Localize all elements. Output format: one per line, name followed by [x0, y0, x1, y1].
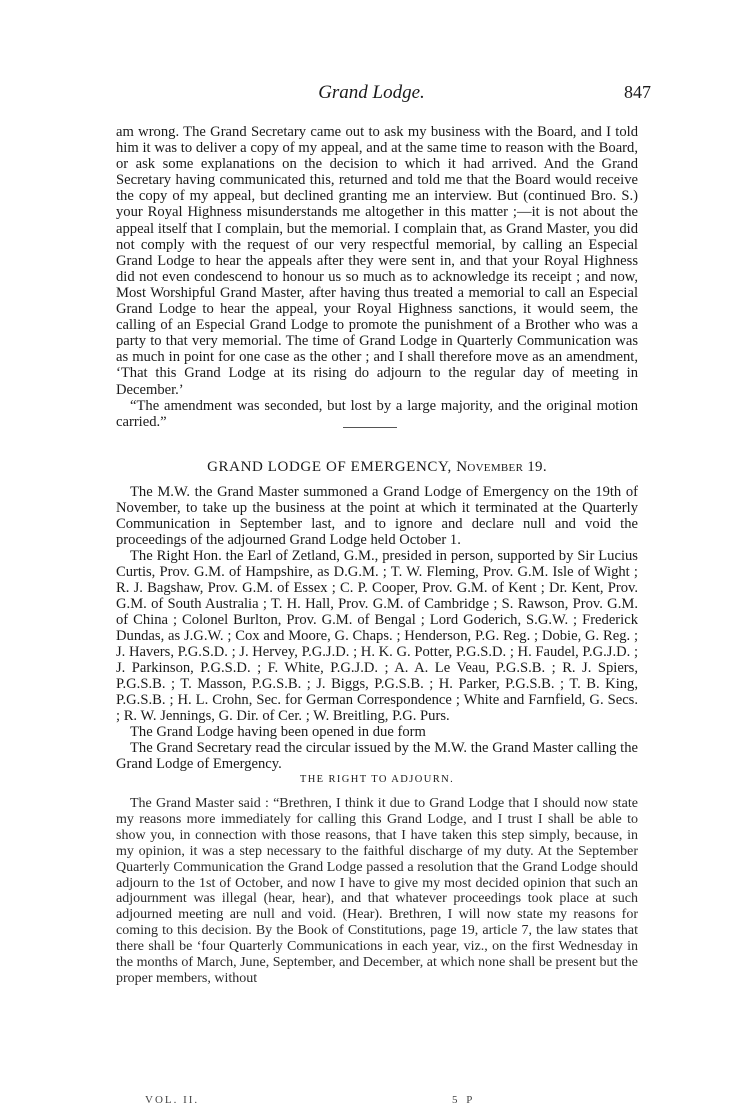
lead-word: The: [130, 484, 153, 500]
page-footer: [0, 1094, 743, 1108]
heading-date: November 19.: [456, 459, 547, 475]
paragraph: am wrong. The Grand Secretary came out to ask my business with the Board, and I told him it was to deliver a copy of my appeal, and at the same time to reason with the Board, or ask some explanations on the decision to which it had arrived. And the Grand Secretary having communicated this, returned and told me that the Board would receive the copy of my appeal, but declined granting me an interview. But (continued Bro. S.) your Royal Highness misunderstands me altogether in this matter ;—it is not about the appeal itself that I complain, but the memorial. I complain that, as Grand Master, you did not comply with the request of our very respectful memorial, by calling an Especial Grand Lodge to hear the appeals after they were sent in, and that your Royal Highness did not even condescend to honour us so much as to acknowledge its receipt ; and now, Most Worshipful Grand Master, after having thus treated a memorial to call an Especial Grand Lodge to hear the appeal, your Royal Highness sanctions, it would seem, the calling of an Especial Grand Lodge to promote the punishment of a Brother who was a party to that very memorial. The time of Grand Lodge in Quarterly Communication was as much in point for one case as the other ; and I shall therefore move as an amendment, ‘That this Grand Lodge at its rising do adjourn to the regular day of meeting in December.’: [116, 124, 638, 398]
adjourn-section: [116, 796, 638, 987]
heading-title: GRAND LODGE OF EMERGENCY,: [207, 459, 452, 475]
volume-mark: VOL. II.: [145, 1094, 200, 1106]
subheading: THE RIGHT TO ADJOURN.: [299, 774, 455, 785]
page-header: [0, 78, 743, 108]
running-title: Grand Lodge.: [318, 82, 425, 103]
section-divider: [343, 427, 397, 428]
paragraph: The Grand Master said : “Brethren, I think it due to Grand Lodge that I should now state my reasons more immediately for calling this Grand Lodge, and I trust I shall be able to show you, in connection with those reasons, that I have taken this step simply, because, in my opinion, it was a step necessary to the faithful discharge of my duty. At the September Quarterly Communication the Grand Lodge passed a resolution that the Grand Lodge should adjourn to the 1st of October, and now I have to give my most decided opinion that such an adjournment was illegal (hear, hear), and that whatever proceedings took place at such adjourned meeting are null and void. (Hear). Brethren, I will now state my reasons for coming to this decision. By the Book of Constitutions, page 19, article 7, the law states that there shall be ‘four Quarterly Communications in each year, viz., on the first Wednesday in the months of March, June, September, and December, at which none shall be present but the proper members, without: [116, 796, 638, 986]
paragraph: [116, 484, 638, 548]
paragraph: The Right Hon. the Earl of Zetland, G.M., presided in person, supported by Sir Lucius Curtis, Prov. G.M. of Hampshire, as D.G.M. ; T. W. Fleming, Prov. G.M. Isle of Wight ; R. J. Bagshaw, Prov. G.M. of Essex ; C. P. Cooper, Prov. G.M. of Kent ; Dr. Kent, Prov. G.M. of South Australia ; T. H. Hall, Prov. G.M. of Cambridge ; S. Rawson, Prov. G.M. of China ; Colonel Burlton, Prov. G.M. of Bengal ; Lord Goderich, S.G.W. ; Frederick Dundas, as J.G.W. ; Cox and Moore, G. Chaps. ; Henderson, P.G. Reg. ; Dobie, G. Reg. ; J. Havers, P.G.S.D. ; J. Hervey, P.G.J.D. ; H. K. G. Potter, P.G.S.D. ; H. Faudel, P.G.J.D. ; J. Parkinson, P.G.S.D. ; F. White, P.G.J.D. ; A. A. Le Veau, P.G.S.B. ; R. J. Spiers, P.G.S.B. ; T. Masson, P.G.S.B. ; J. Biggs, P.G.S.B. ; H. Parker, P.G.S.B. ; T. B. King, P.G.S.B. ; H. L. Crohn, Sec. for German Correspondence ; White and Farnfield, G. Secs. ; R. W. Jennings, G. Dir. of Cer. ; W. Breitling, P.G. Purs.: [116, 548, 638, 724]
paragraph: The Grand Secretary read the circular issued by the M.W. the Grand Master calling the Grand Lodge of Emergency.: [116, 740, 638, 772]
section-heading: [116, 459, 638, 476]
page-number: 847: [624, 82, 651, 102]
paragraph: The Grand Lodge having been opened in due form: [130, 724, 426, 740]
emergency-section: [116, 484, 638, 772]
signature-mark: 5 P: [452, 1094, 476, 1106]
paragraph-text: M.W. the Grand Master summoned a Grand Lodge of Emergency on the 19th of November, to take up the business at the point at which it terminated at the Quarterly Communication in September last, and to ignore and declare null and void the proceedings of the adjourned Grand Lodge held October 1.: [116, 484, 638, 548]
paragraph: “The amendment was seconded, but lost by a large majority, and the original motion carried.”: [116, 397, 638, 430]
continued-text-section: [116, 124, 638, 430]
